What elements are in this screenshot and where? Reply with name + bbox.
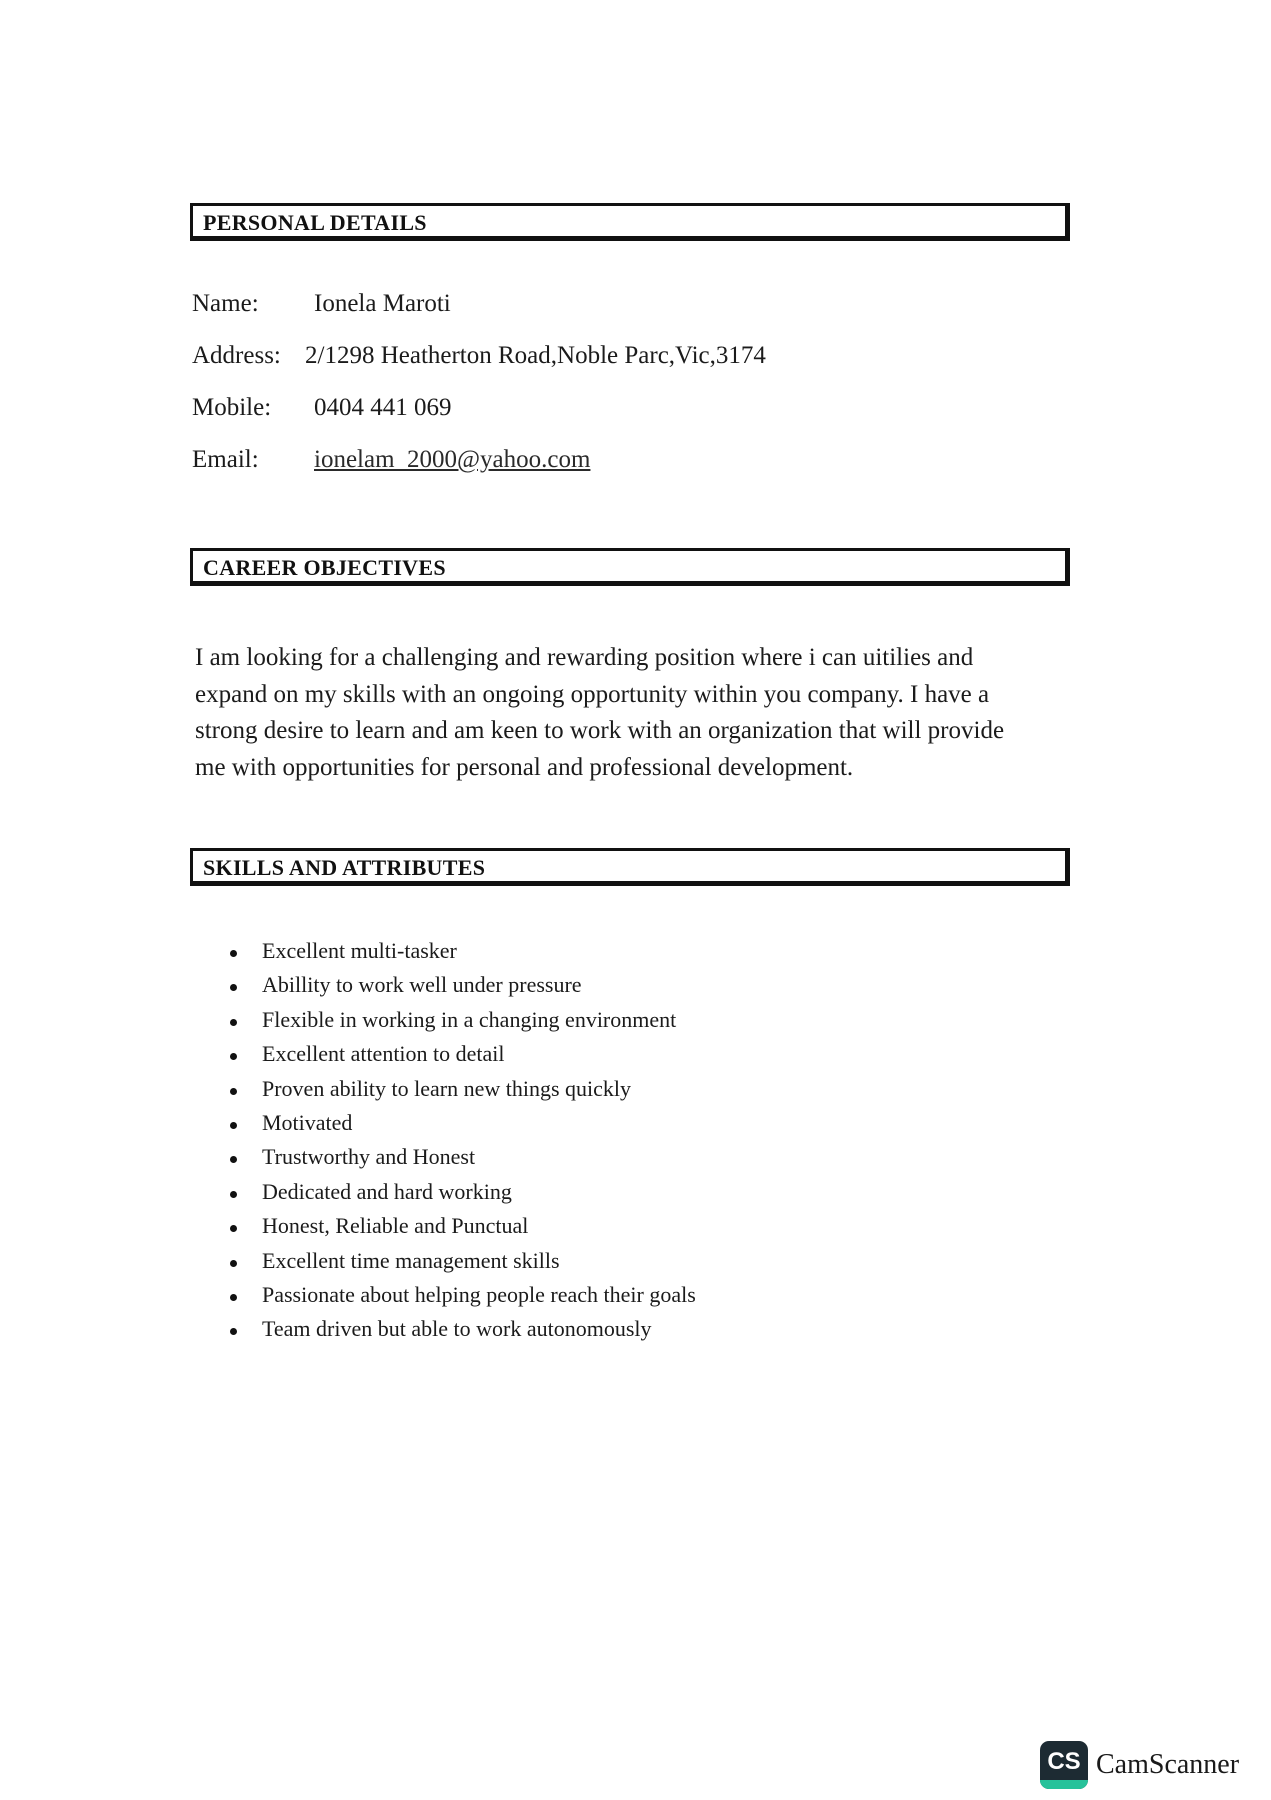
mobile-label: Mobile:	[192, 394, 272, 421]
skill-item: Honest, Reliable and Punctual	[230, 1213, 696, 1247]
skills-title: SKILLS AND ATTRIBUTES	[203, 855, 486, 880]
skill-item: Trustworthy and Honest	[230, 1144, 696, 1178]
objective-line: I am looking for a challenging and rewarding position where i can uitilies and	[195, 644, 974, 671]
skill-item: Excellent time management skills	[230, 1248, 696, 1282]
name-value: Ionela Maroti	[314, 290, 451, 317]
skills-list	[230, 938, 696, 1351]
skill-item: Team driven but able to work autonomously	[230, 1316, 696, 1350]
skill-item: Proven ability to learn new things quickly	[230, 1076, 696, 1110]
skill-item: Dedicated and hard working	[230, 1179, 696, 1213]
skill-item: Excellent attention to detail	[230, 1041, 696, 1075]
skill-item: Motivated	[230, 1110, 696, 1144]
camscanner-logo-text: CS	[1047, 1748, 1081, 1775]
skill-item: Flexible in working in a changing environment	[230, 1007, 696, 1041]
personal-details-header	[190, 203, 1070, 241]
objective-line: me with opportunities for personal and professional development.	[195, 753, 854, 781]
career-objectives-title: CAREER OBJECTIVES	[203, 555, 446, 580]
skill-item: Passionate about helping people reach their goals	[230, 1282, 696, 1316]
address-label: Address:	[192, 342, 281, 369]
skill-item: Excellent multi-tasker	[230, 938, 696, 972]
career-objectives-header	[190, 548, 1070, 586]
skill-item: Abillity to work well under pressure	[230, 972, 696, 1006]
email-label: Email:	[192, 446, 259, 473]
email-link[interactable]: ionelam_2000@yahoo.com	[314, 446, 591, 473]
objective-line: expand on my skills with an ongoing opportunity within you company. I have a	[195, 680, 990, 708]
name-label: Name:	[192, 290, 259, 317]
career-objective-text	[195, 640, 1075, 786]
mobile-value: 0404 441 069	[314, 394, 452, 421]
camscanner-logo-icon	[1040, 1741, 1088, 1789]
objective-line: strong desire to learn and am keen to work with an organization that will provide	[195, 717, 1005, 744]
skills-header	[190, 848, 1070, 886]
camscanner-watermark	[1040, 1740, 1239, 1790]
camscanner-name: CamScanner	[1096, 1749, 1240, 1780]
personal-details-title: PERSONAL DETAILS	[203, 210, 427, 235]
address-value: 2/1298 Heatherton Road,Noble Parc,Vic,3174	[305, 342, 766, 369]
